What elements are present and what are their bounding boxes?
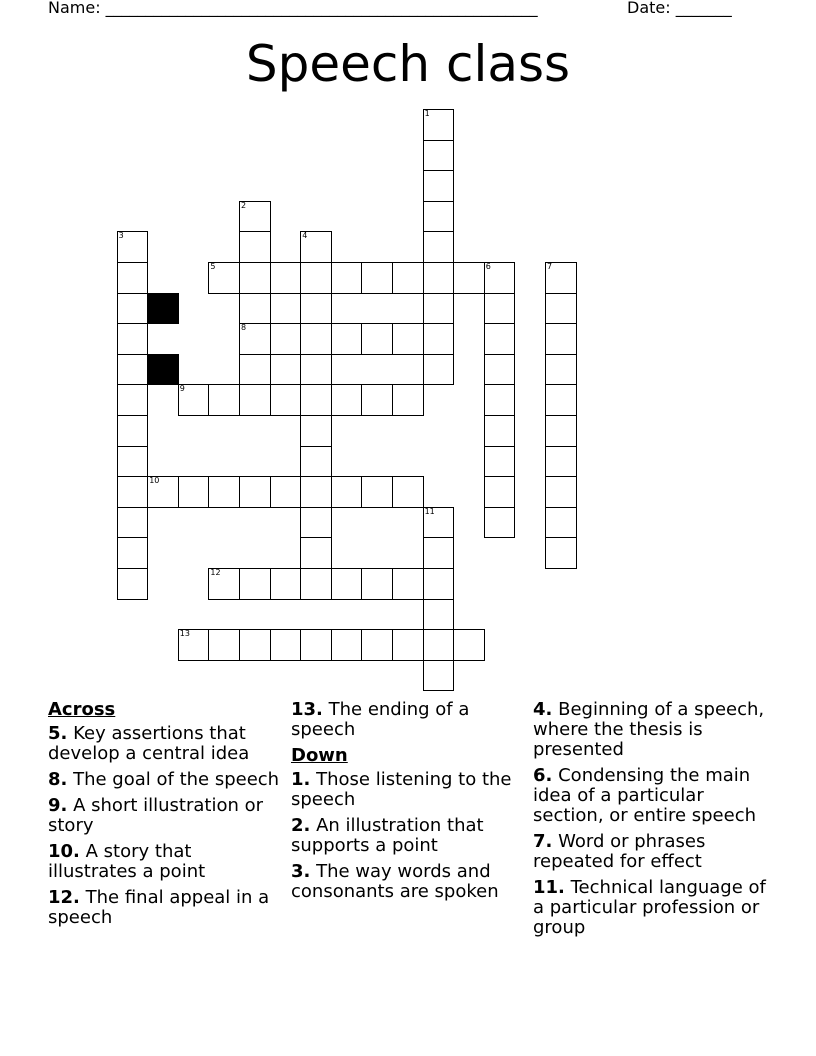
grid-cell[interactable] [239, 231, 271, 263]
grid-cell[interactable] [300, 537, 332, 569]
grid-cell[interactable] [423, 568, 455, 600]
clue-number: 1 [424, 109, 430, 118]
grid-cell[interactable] [545, 354, 577, 386]
clue-number: 7 [547, 262, 553, 271]
grid-cell[interactable] [270, 568, 302, 600]
grid-cell[interactable] [300, 476, 332, 508]
clue-number: 2 [241, 200, 247, 210]
grid-cell[interactable] [423, 293, 455, 325]
clue-number: 4 [302, 231, 308, 241]
grid-cell[interactable] [361, 629, 393, 661]
grid-cell[interactable] [270, 629, 302, 661]
clue-number: 3 [118, 231, 124, 241]
clue-column-2 [291, 700, 526, 908]
grid-cell[interactable] [147, 476, 179, 508]
clue-across-10: 10. A story that illustrates a point [48, 841, 206, 882]
grid-cell[interactable] [239, 568, 271, 600]
grid-block [147, 354, 179, 386]
grid-cell[interactable] [545, 262, 577, 294]
grid-cell[interactable] [423, 262, 455, 294]
grid-cell[interactable] [392, 568, 424, 600]
grid-cell[interactable] [392, 384, 424, 416]
grid-cell[interactable] [300, 384, 332, 416]
grid-cell[interactable] [300, 354, 332, 386]
clue-across-5: 5. Key assertions that develop a central idea [48, 723, 250, 764]
down-heading: Down [291, 745, 348, 766]
grid-cell[interactable] [239, 354, 271, 386]
grid-cell[interactable] [178, 384, 210, 416]
clues-section [0, 700, 816, 1040]
clue-across-9: 9. A short illustration or story [48, 795, 264, 836]
clue-across-12: 12. The final appeal in a speech [48, 887, 270, 928]
grid-cell[interactable] [117, 293, 149, 325]
clue-down-6: 6. Condensing the main idea of a particular section, or entire speech [533, 765, 757, 826]
grid-cell[interactable] [300, 415, 332, 447]
grid-cell[interactable] [423, 231, 455, 263]
grid-cell[interactable] [208, 262, 240, 294]
grid-cell[interactable] [484, 415, 516, 447]
clue-down-4: 4. Beginning of a speech, where the thesis is presented [533, 699, 765, 760]
clue-number: 8 [241, 323, 247, 333]
grid-cell[interactable] [300, 568, 332, 600]
grid-cell[interactable] [208, 629, 240, 661]
grid-cell[interactable] [270, 262, 302, 294]
grid-cell[interactable] [178, 476, 210, 508]
grid-cell[interactable] [300, 323, 332, 355]
grid-cell[interactable] [423, 140, 455, 172]
grid-cell[interactable] [117, 384, 149, 416]
clue-number: 10 [149, 476, 160, 486]
grid-cell[interactable] [423, 354, 455, 386]
grid-cell[interactable] [300, 507, 332, 539]
grid-cell[interactable] [239, 323, 271, 355]
grid-cell[interactable] [423, 599, 455, 631]
grid-cell[interactable] [300, 629, 332, 661]
grid-cell[interactable] [117, 476, 149, 508]
grid-cell[interactable] [484, 446, 516, 478]
clue-down-2: 2. An illustration that supports a point [291, 815, 484, 856]
grid-cell[interactable] [208, 476, 240, 508]
grid-cell[interactable] [361, 323, 393, 355]
clue-number: 9 [179, 384, 185, 394]
grid-cell[interactable] [423, 537, 455, 569]
clue-column-1 [48, 700, 283, 934]
clue-down-7: 7. Word or phrases repeated for effect [533, 831, 706, 872]
grid-cell[interactable] [178, 629, 210, 661]
grid-cell[interactable] [545, 507, 577, 539]
grid-cell[interactable] [453, 262, 485, 294]
grid-cell[interactable] [239, 384, 271, 416]
grid-cell[interactable] [117, 537, 149, 569]
grid-cell[interactable] [484, 354, 516, 386]
grid-cell[interactable] [484, 293, 516, 325]
name-field: Name: ______________________________________________________ [48, 0, 538, 17]
grid-cell[interactable] [239, 629, 271, 661]
grid-cell[interactable] [361, 568, 393, 600]
grid-cell[interactable] [117, 323, 149, 355]
grid-cell[interactable] [270, 384, 302, 416]
grid-cell[interactable] [392, 629, 424, 661]
grid-cell[interactable] [300, 446, 332, 478]
grid-cell[interactable] [484, 262, 516, 294]
grid-cell[interactable] [484, 507, 516, 539]
grid-cell[interactable] [331, 262, 363, 294]
grid-cell[interactable] [117, 568, 149, 600]
grid-cell[interactable] [361, 476, 393, 508]
clue-across-8: 8. The goal of the speech [48, 769, 280, 790]
grid-cell[interactable] [423, 507, 455, 539]
grid-cell[interactable] [453, 629, 485, 661]
grid-cell[interactable] [392, 476, 424, 508]
clue-number: 11 [424, 506, 435, 516]
grid-cell[interactable] [484, 476, 516, 508]
grid-cell[interactable] [300, 293, 332, 325]
grid-cell[interactable] [545, 384, 577, 416]
grid-cell[interactable] [423, 170, 455, 202]
grid-cell[interactable] [300, 231, 332, 263]
across-heading: Across [48, 699, 116, 720]
grid-cell[interactable] [331, 476, 363, 508]
clue-down-3: 3. The way words and consonants are spoken [291, 861, 499, 902]
grid-cell[interactable] [361, 262, 393, 294]
grid-cell[interactable] [484, 323, 516, 355]
grid-cell[interactable] [117, 446, 149, 478]
grid-cell[interactable] [545, 293, 577, 325]
grid-cell[interactable] [117, 262, 149, 294]
grid-cell[interactable] [208, 568, 240, 600]
clue-number: 5 [210, 262, 216, 271]
grid-cell[interactable] [117, 415, 149, 447]
clue-column-3 [533, 700, 768, 944]
grid-cell[interactable] [239, 262, 271, 294]
clue-down-11: 11. Technical language of a particular profession or group [533, 877, 766, 938]
page-title: Speech class [245, 35, 571, 93]
grid-cell[interactable] [545, 323, 577, 355]
clue-across-13: 13. The ending of a speech [291, 699, 470, 740]
grid-cell[interactable] [270, 476, 302, 508]
grid-cell[interactable] [331, 629, 363, 661]
grid-cell[interactable] [239, 476, 271, 508]
grid-cell[interactable] [239, 293, 271, 325]
grid-cell[interactable] [300, 262, 332, 294]
clue-down-1: 1. Those listening to the speech [291, 769, 512, 810]
grid-cell[interactable] [423, 109, 455, 141]
grid-cell[interactable] [545, 537, 577, 569]
grid-cell[interactable] [208, 384, 240, 416]
grid-cell[interactable] [117, 231, 149, 263]
grid-cell[interactable] [545, 446, 577, 478]
date-field: Date: _______ [627, 0, 732, 17]
grid-cell[interactable] [392, 262, 424, 294]
grid-cell[interactable] [392, 323, 424, 355]
grid-cell[interactable] [331, 323, 363, 355]
grid-cell[interactable] [331, 568, 363, 600]
grid-cell[interactable] [117, 354, 149, 386]
grid-cell[interactable] [484, 384, 516, 416]
grid-cell[interactable] [117, 507, 149, 539]
grid-cell[interactable] [545, 415, 577, 447]
grid-cell[interactable] [545, 476, 577, 508]
clue-number: 13 [179, 629, 190, 639]
grid-cell[interactable] [239, 201, 271, 233]
grid-cell[interactable] [331, 384, 363, 416]
grid-cell[interactable] [270, 323, 302, 355]
clue-number: 12 [210, 568, 221, 577]
grid-cell[interactable] [423, 323, 455, 355]
clue-number: 6 [485, 262, 491, 271]
grid-cell[interactable] [423, 201, 455, 233]
grid-cell[interactable] [423, 629, 455, 661]
grid-cell[interactable] [423, 660, 455, 692]
grid-block [147, 293, 179, 325]
grid-cell[interactable] [361, 384, 393, 416]
